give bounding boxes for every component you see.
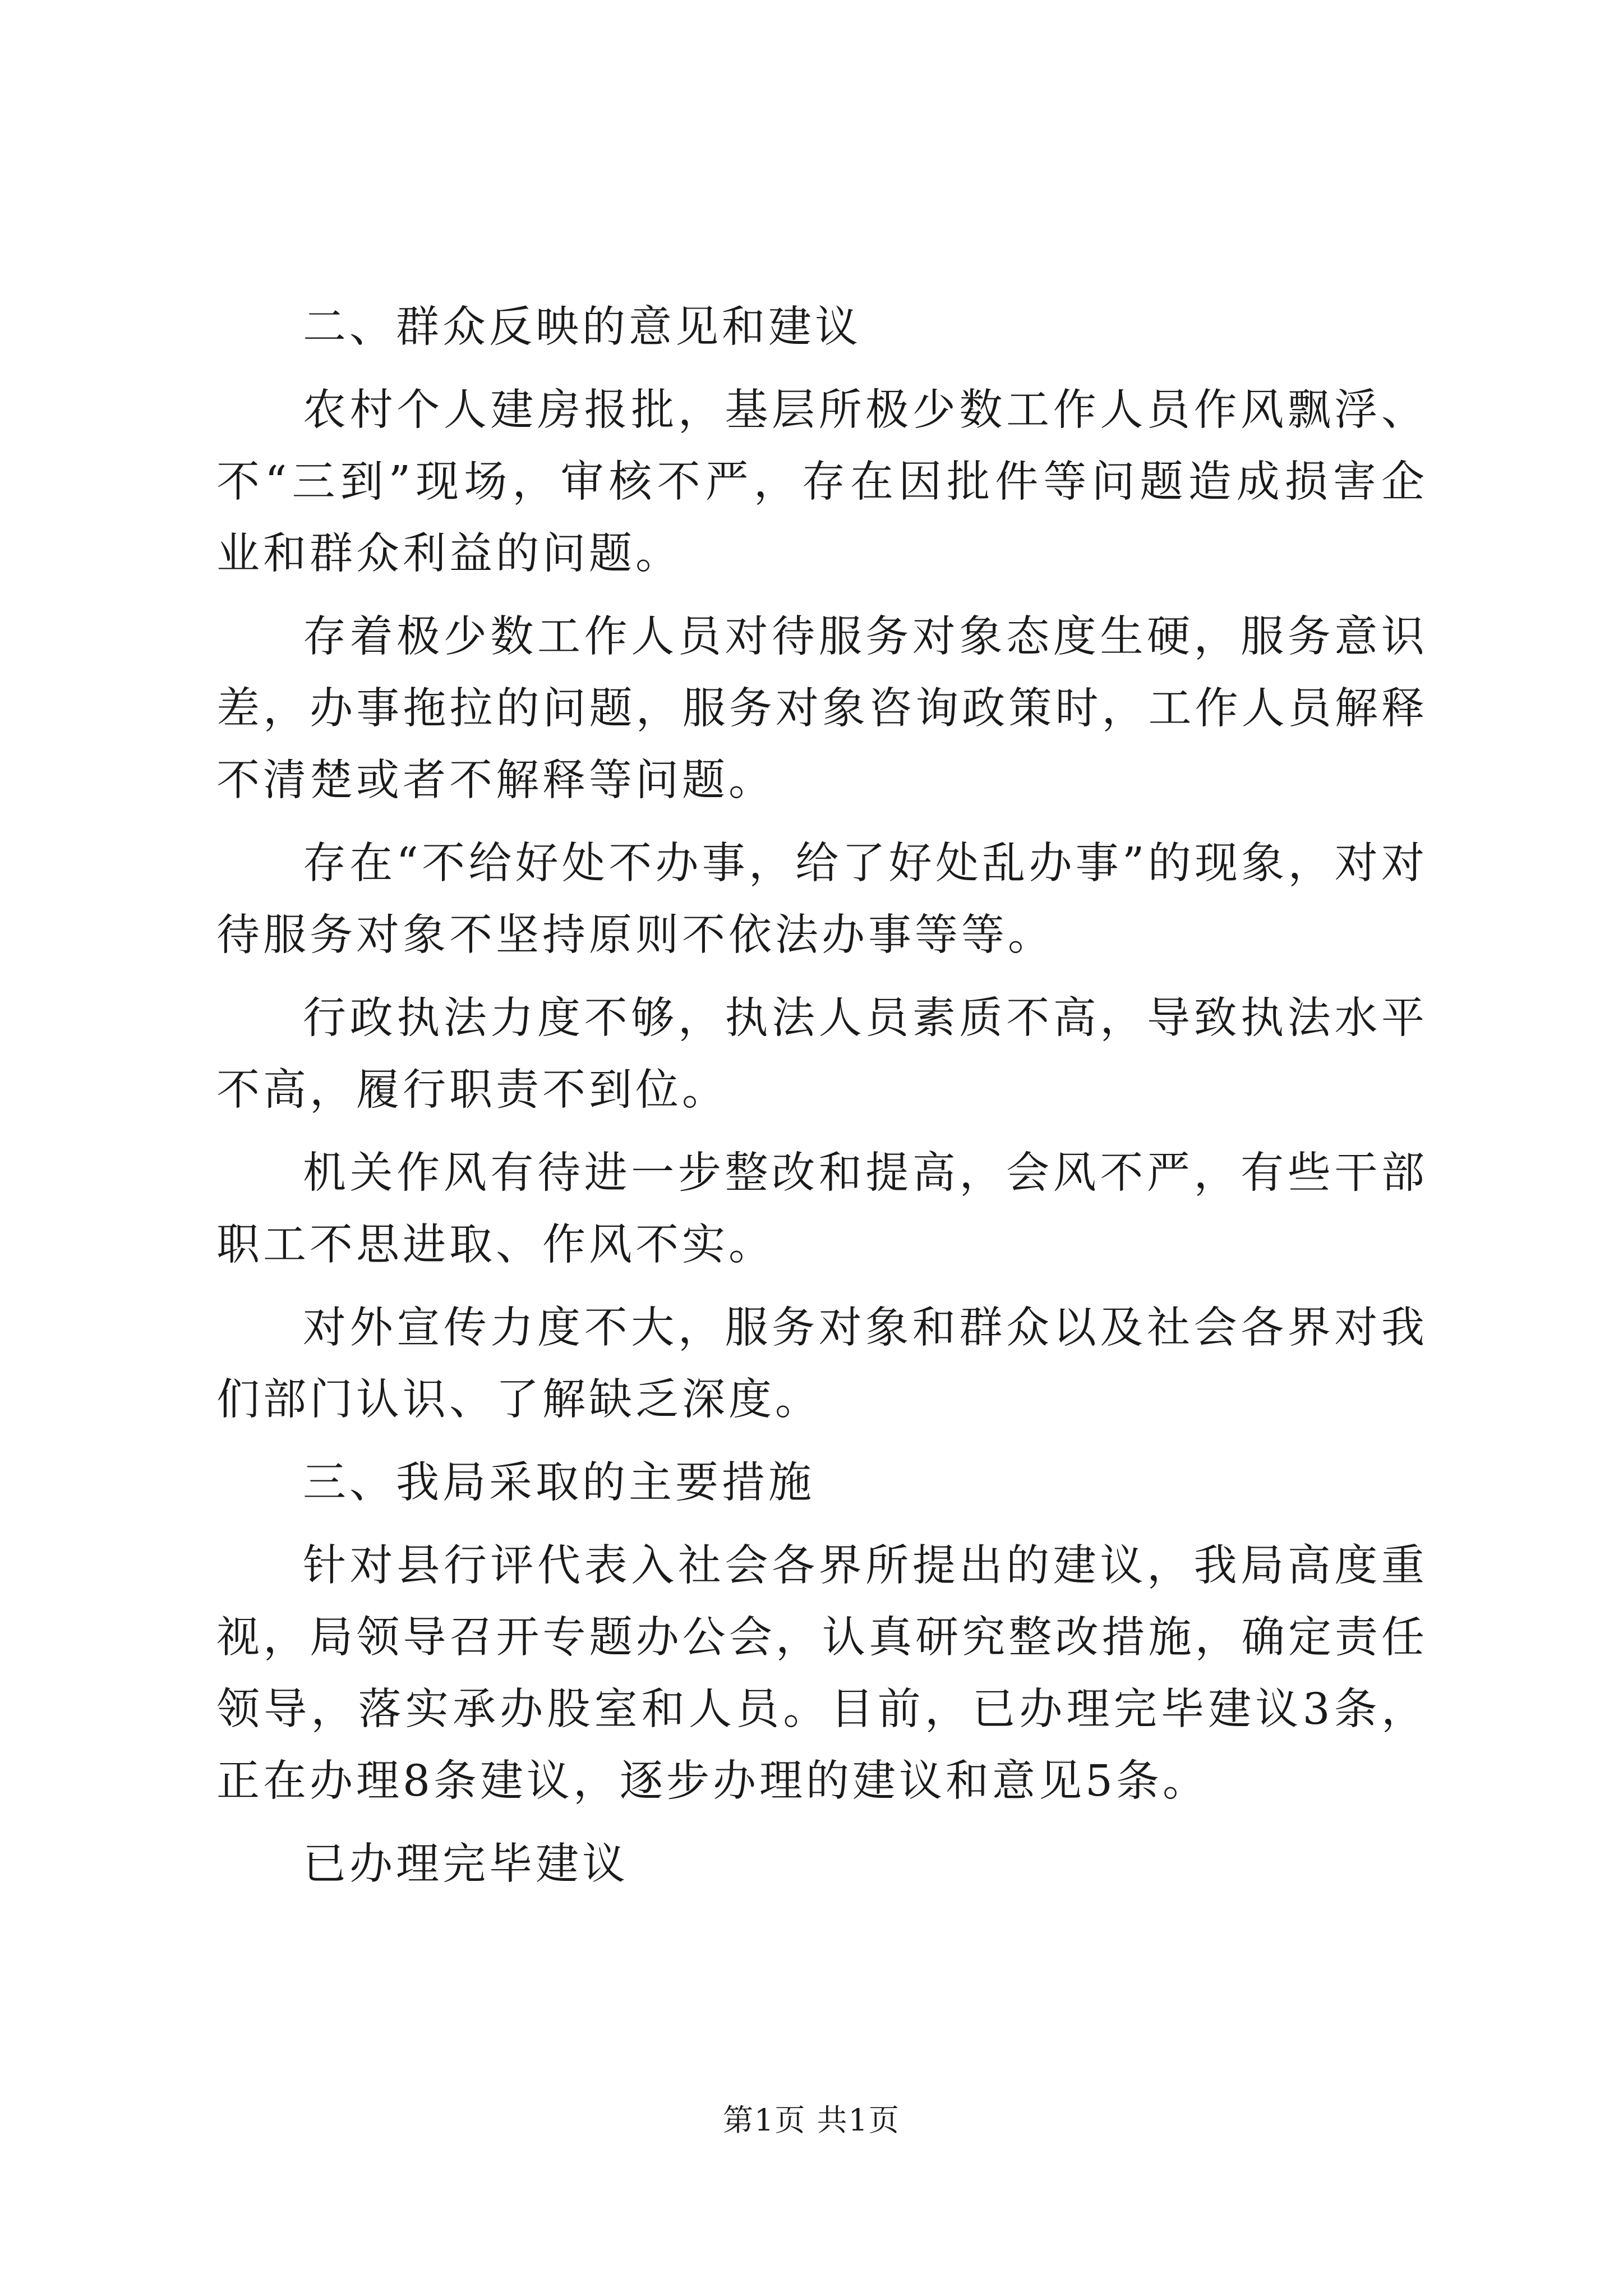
document-body (216, 292, 1428, 1912)
paragraph-publicity: 对外宣传力度不大，服务对象和群众以及社会各界对我们部门认识、了解缺乏深度。 (216, 1303, 1428, 1425)
paragraph-service-attitude: 存着极少数工作人员对待服务对象态度生硬，服务意识差，办事拖拉的问题，服务对象咨询政策时，工作人员解释不清楚或者不解释等问题。 (216, 612, 1428, 806)
paragraph-measures: 针对县行评代表入社会各界所提出的建议，我局高度重视，局领导召开专题办公会，认真研究整改措施，确定责任领导，落实承办股室和人员。目前，已办理完毕建议3条，正在办理8条建议，逐步办理的建议和意见5条。 (216, 1541, 1428, 1806)
paragraph-favors: 存在“不给好处不办事，给了好处乱办事”的现象，对对待服务对象不坚持原则不依法办事等等。 (216, 839, 1428, 960)
paragraph-work-style: 机关作风有待进一步整改和提高，会风不严，有些干部职工不思进取、作风不实。 (216, 1148, 1428, 1270)
paragraph-rural-housing: 农村个人建房报批，基层所极少数工作人员作风飘浮、不“三到”现场，审核不严，存在因批件等问题造成损害企业和群众利益的问题。 (216, 385, 1428, 579)
paragraph-law-enforcement: 行政执法力度不够，执法人员素质不高，导致执法水平不高，履行职责不到位。 (216, 993, 1428, 1115)
subheading-completed: 已办理完毕建议 (303, 1839, 629, 1889)
section-heading-2: 二、群众反映的意见和建议 (303, 302, 861, 352)
page-footer: 第1页 共1页 (723, 2102, 900, 2138)
section-heading-3: 三、我局采取的主要措施 (303, 1458, 815, 1508)
